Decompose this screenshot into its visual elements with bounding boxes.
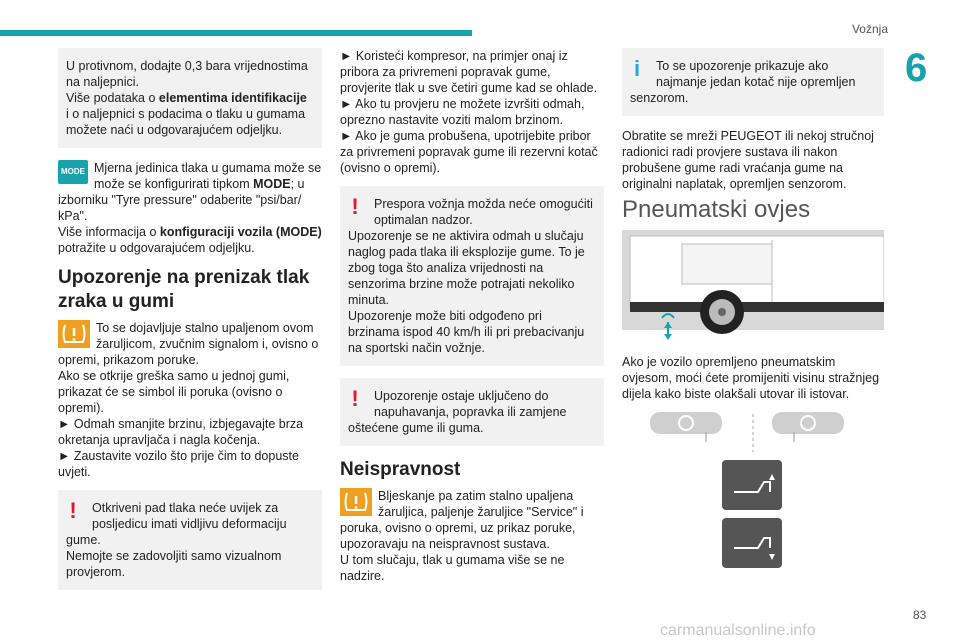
instruction-paragraph: ► Koristeći kompresor, na primjer onaj iz pribora za privremeni popravak gume, provjerite tlak u sve četiri gume kad se ohlade. ► Ako tu provjeru ne možete izvršiti odmah, oprezno nastavite voziti malom brzinom. ► Ako je guma probušena, upotrijebite pribor za privremeni popravak gume ili rezervni kotač (ovisno o opremi). [340,49,598,175]
page-number: 83 [913,608,927,622]
alert-box-monitoring: ! Prespora vožnja možda neće omogućiti optimalan nadzor. Upozorenje se ne aktivira odmah u slučaju naglog pada tlaka ili eksplozije gume. To je zbog toga što analiza vrijednosti na senzorima brzine može potrajati nekoliko minuta. Upozorenje može biti odgođeno pri brzinama ispod 40 km/h ili pri prebacivanju na sportski način vožnje. [340,186,604,366]
heading-air-suspension: Pneumatski ovjes [622,196,811,223]
alert-box-deformation: ! Otkriveni pad tlaka neće uvijek za posljedicu imati vidljivu deformaciju gume. Nemojte se zadovoljiti samo vizualnom provjerom. [58,490,322,590]
exclamation-icon: ! [351,386,359,411]
note-line: možete naći u odgovarajućem odjeljku. [66,123,283,137]
info-box-sensor: i To se upozorenje prikazuje ako najmanje jedan kotač nije opremljen senzorom. [622,48,884,116]
column-1 [58,48,322,602]
note-box-reference [58,48,322,148]
watermark: carmanualsonline.info [660,622,816,639]
van-rear-suspension-illustration [622,230,884,340]
heading-malfunction: Neispravnost [340,459,461,480]
note-line: na naljepnici. [66,75,139,89]
suspension-paragraph: Ako je vozilo opremljeno pneumatskim ovjesom, moći ćete promijeniti visinu stražnjeg dijela kako biste olakšali utovar ili istovar. [622,355,880,401]
header-accent-bar [0,30,472,36]
mode-paragraph: MODE Mjerna jedinica tlaka u gumama može se može se konfigurirati tipkom MODE; u izborniku "Tyre pressure" odaberite "psi/bar/ kPa". Više informacija o konfiguraciji vozila (MODE) potražite u odgovarajućem odjeljku. [58,161,322,255]
tyre-pressure-warning-icon [58,320,90,348]
exclamation-icon: ! [351,194,359,219]
column-2 [340,48,604,594]
exclamation-icon: ! [69,498,77,523]
malfunction-paragraph: Bljeskanje pa zatim stalno upaljena žaruljica, paljenje žaruljice "Service" i poruka, ovisno o opremi, uz prikaz poruke, upozoravaju na neispravnost sustava. U tom slučaju, tlak u gumama više se ne nadzire. [340,489,584,583]
note-line: i o naljepnici s podacima o tlaku u gumama [66,107,306,121]
dealer-paragraph: Obratite se mreži PEUGEOT ili nekoj stručnoj radionici radi provjere sustava ili nakon probušene gume radi vraćanja gume na originalni naplatak, opremljen senzorom. [622,129,874,191]
chapter-number: 6 [905,46,928,90]
alert-box-warning-on: ! Upozorenje ostaje uključeno do napuhavanja, popravka ili zamjene oštećene gume ili guma. [340,378,604,446]
heading-low-pressure-warning: Upozorenje na prenizak tlak zraka u gumi [58,267,310,312]
tyre-pressure-warning-icon [340,488,372,516]
section-title: Vožnja [851,22,888,36]
note-line: U protivnom, dodajte 0,3 bara vrijednostima [66,59,308,73]
warning-paragraph: To se dojavljuje stalno upaljenom ovom žaruljicom, zvučnim signalom i, ovisno o opremi, prikazom poruke. Ako se otkrije greška samo u jednoj gumi, prikazat će se simbol ili poruka (ovisno o opremi). ► Odmah smanjite brzinu, izbjegavajte brza okretanja upravljača i nagla kočenja. ► Zaustavite vozilo što prije čim to dopuste uvjeti. [58,321,319,479]
info-icon: i [633,56,641,81]
mode-button-icon: MODE [58,160,88,184]
note-line: Više podataka o elementima identifikacije [66,91,307,105]
column-3 [622,48,884,572]
suspension-controls-illustration [622,412,884,572]
